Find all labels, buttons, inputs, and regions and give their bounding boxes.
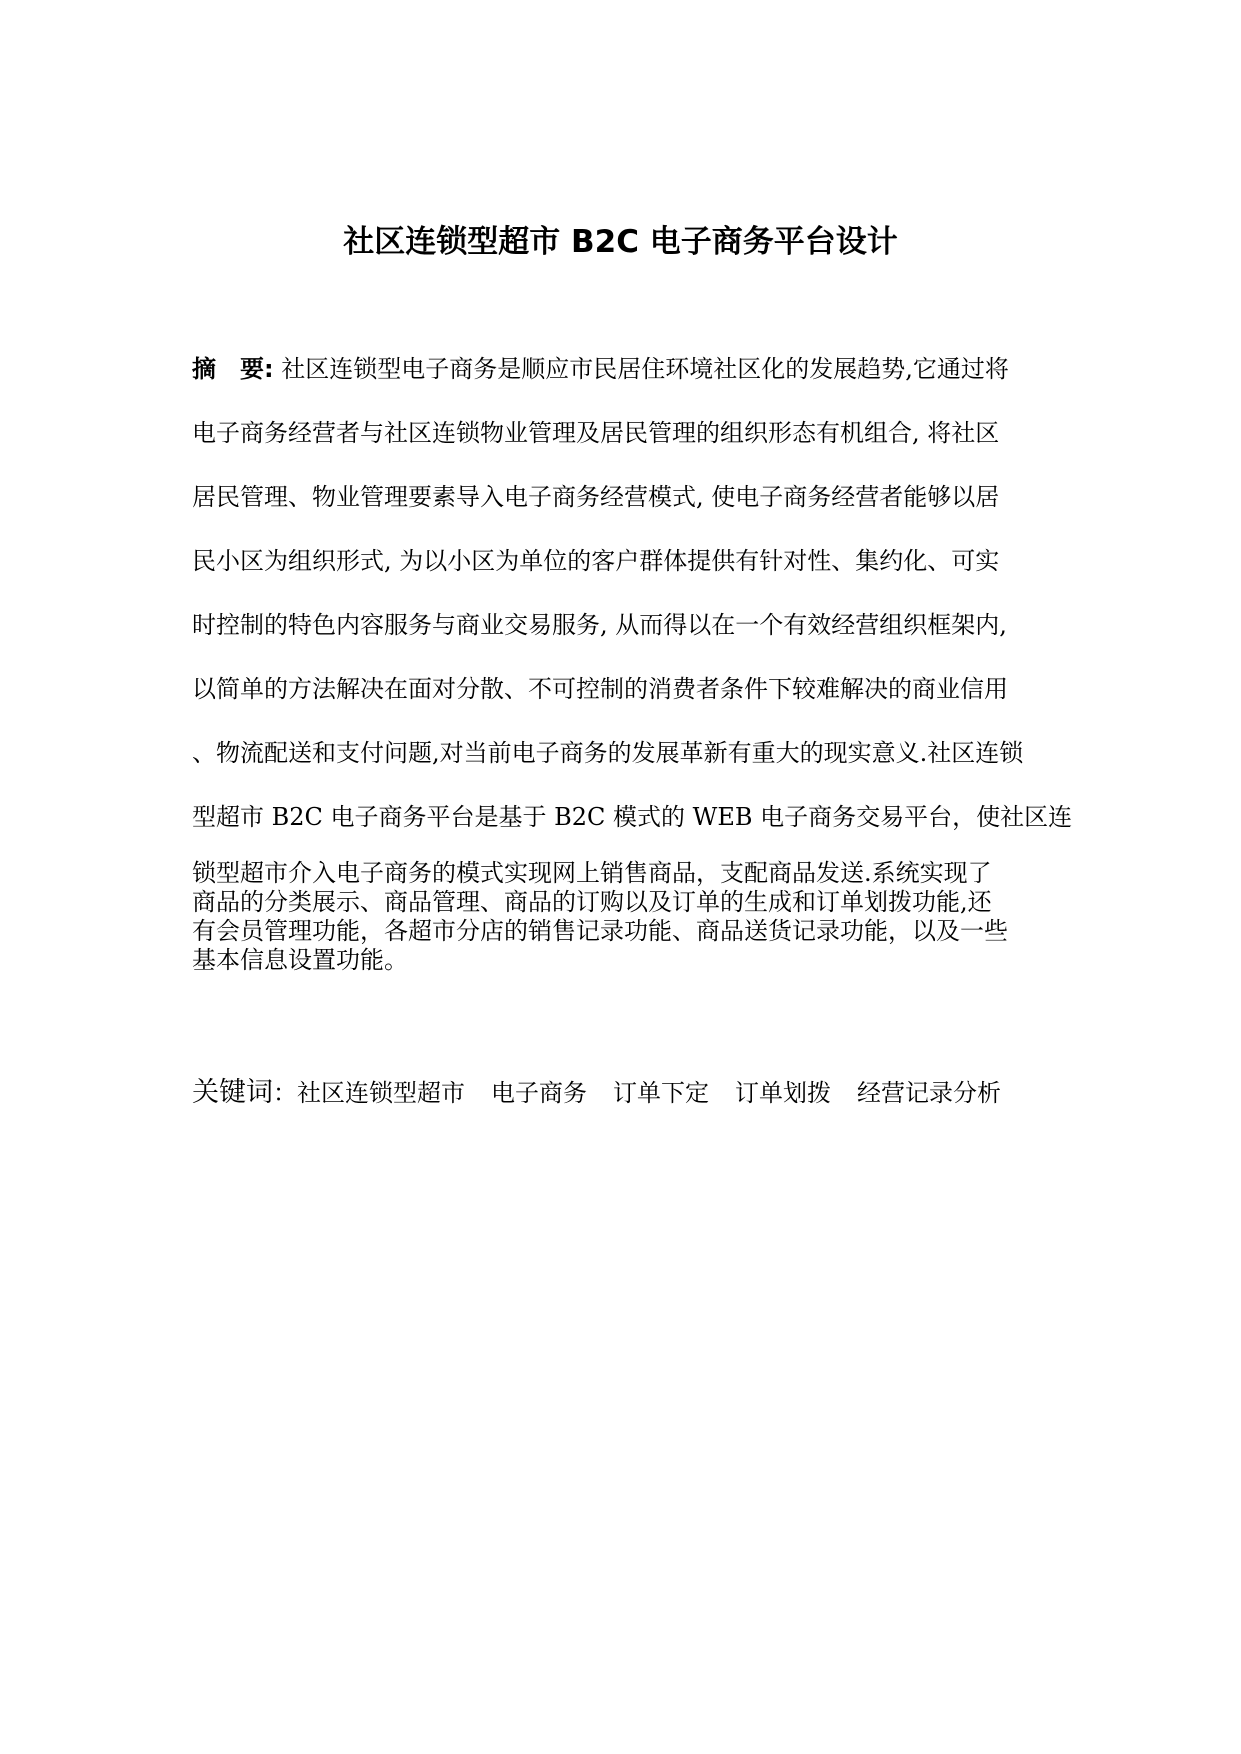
abstract-tail-line-1: 锁型超市介入电子商务的模式实现网上销售商品，支配商品发送.系统实现了 — [192, 859, 992, 887]
abstract-paragraph-tail — [192, 859, 1072, 975]
abstract-line-1 — [192, 354, 1072, 384]
abstract-line-3: 居民管理、物业管理要素导入电子商务经营模式, 使电子商务经营者能够以居 — [192, 483, 1000, 511]
abstract-line-4: 民小区为组织形式, 为以小区为单位的客户群体提供有针对性、集约化、可实 — [192, 547, 1000, 575]
abstract-line-6: 以简单的方法解决在面对分散、不可控制的消费者条件下较难解决的商业信用 — [192, 675, 1008, 703]
abstract-tail-line-2: 商品的分类展示、商品管理、商品的订购以及订单的生成和订单划拨功能,还 — [192, 888, 992, 916]
abstract-line-5: 时控制的特色内容服务与商业交易服务, 从而得以在一个有效经营组织框架内, — [192, 611, 1007, 639]
keywords-line — [192, 1076, 1072, 1110]
keyword-item: 电子商务 — [491, 1079, 587, 1107]
abstract-text: 社区连锁型电子商务是顺应市民居住环境社区化的发展趋势,它通过将 — [281, 355, 1009, 383]
abstract-tail-line-4: 基本信息设置功能。 — [192, 946, 408, 974]
keywords-label: 关键词 — [192, 1077, 273, 1108]
keyword-item: 订单划拨 — [735, 1079, 831, 1107]
document-title: 社区连锁型超市 B2C 电子商务平台设计 — [343, 224, 898, 260]
abstract-tail-line-3: 有会员管理功能，各超市分店的销售记录功能、商品送货记录功能，以及一些 — [192, 917, 1008, 945]
abstract-label: 摘 要: — [192, 355, 274, 383]
abstract-line-8: 型超市 B2C 电子商务平台是基于 B2C 模式的 WEB 电子商务交易平台，使社区连 — [192, 803, 1073, 831]
keyword-item: 社区连锁型超市 — [297, 1079, 465, 1107]
keywords-separator: ： — [273, 1079, 297, 1107]
keyword-item: 经营记录分析 — [857, 1079, 1001, 1107]
abstract-line-7: 、物流配送和支付问题,对当前电子商务的发展革新有重大的现实意义.社区连锁 — [192, 739, 1024, 767]
abstract-line-2: 电子商务经营者与社区连锁物业管理及居民管理的组织形态有机组合, 将社区 — [192, 419, 1000, 447]
keyword-item: 订单下定 — [613, 1079, 709, 1107]
